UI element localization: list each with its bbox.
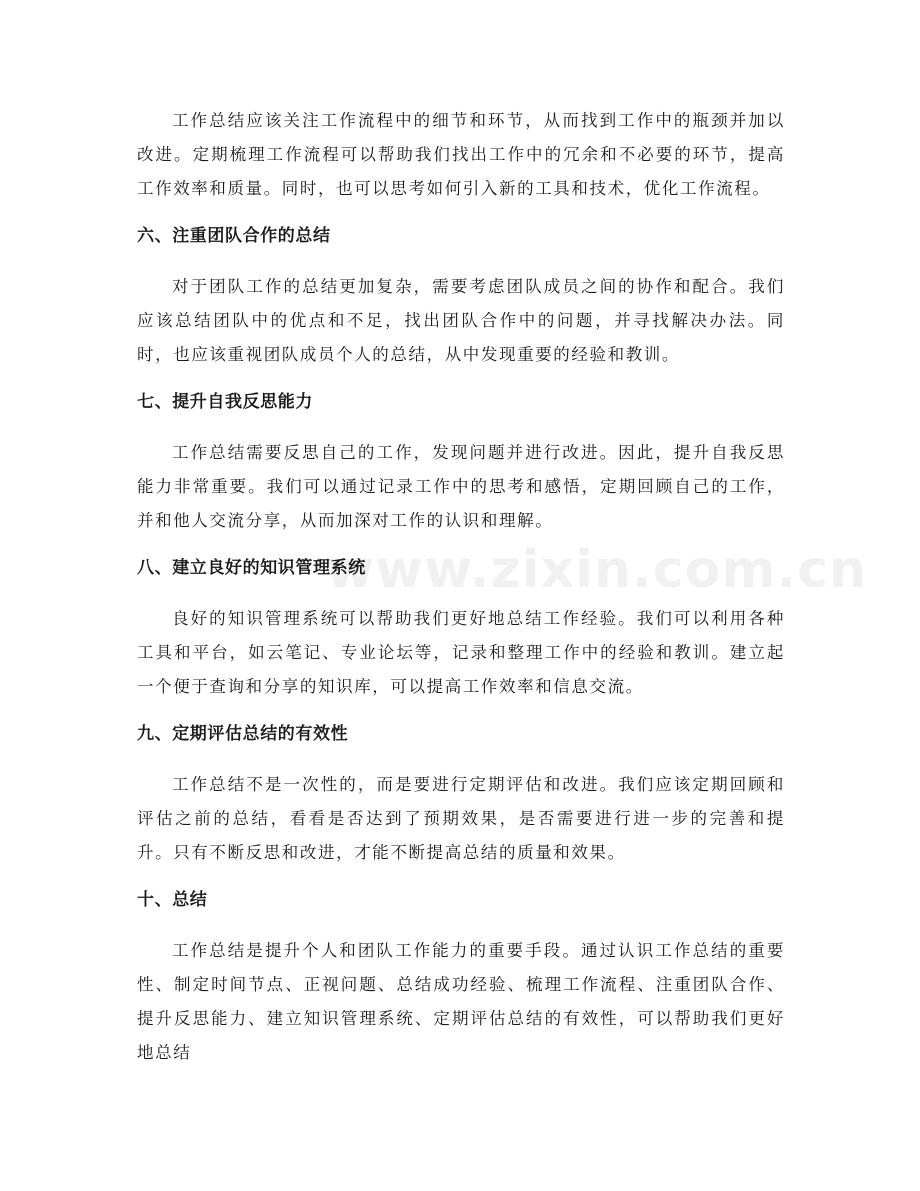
heading-conclusion: 十、总结: [137, 890, 208, 910]
paragraph-team-summary: 对于团队工作的总结更加复杂，需要考虑团队成员之间的协作和配合。我们应该总结团队中的优点和不足，找出团队合作中的问题，并寻找解决办法。同时，也应该重视团队成员个人的总结，从中发现重要的经验和教训。: [137, 277, 785, 364]
paragraph-conclusion: 工作总结是提升个人和团队工作能力的重要手段。通过认识工作总结的重要性、制定时间节点、正视问题、总结成功经验、梳理工作流程、注重团队合作、提升反思能力、建立知识管理系统、定期评估总结的有效性，可以帮助我们更好地总结: [137, 941, 785, 1062]
heading-team-summary: 六、注重团队合作的总结: [137, 226, 331, 246]
paragraph-knowledge-management: 良好的知识管理系统可以帮助我们更好地总结工作经验。我们可以利用各种工具和平台，如云笔记、专业论坛等，记录和整理工作中的经验和教训。建立起一个便于查询和分享的知识库，可以提高工作效率和信息交流。: [137, 609, 785, 696]
paragraph-self-reflection: 工作总结需要反思自己的工作，发现问题并进行改进。因此，提升自我反思能力非常重要。我们可以通过记录工作中的思考和感悟，定期回顾自己的工作，并和他人交流分享，从而加深对工作的认识和理解。: [137, 443, 785, 530]
paragraph-workflow: 工作总结应该关注工作流程中的细节和环节，从而找到工作中的瓶颈并加以改进。定期梳理工作流程可以帮助我们找出工作中的冗余和不必要的环节，提高工作效率和质量。同时，也可以思考如何引入新的工具和技术，优化工作流程。: [137, 111, 785, 198]
paragraph-evaluation: 工作总结不是一次性的，而是要进行定期评估和改进。我们应该定期回顾和评估之前的总结，看看是否达到了预期效果，是否需要进行进一步的完善和提升。只有不断反思和改进，才能不断提高总结的质量和效果。: [137, 775, 785, 862]
watermark-text: www.zixin.com.cn: [326, 540, 868, 600]
document-body: [137, 104, 785, 1070]
heading-knowledge-management: 八、建立良好的知识管理系统: [137, 558, 366, 578]
heading-evaluation: 九、定期评估总结的有效性: [137, 724, 349, 744]
heading-self-reflection: 七、提升自我反思能力: [137, 392, 313, 412]
